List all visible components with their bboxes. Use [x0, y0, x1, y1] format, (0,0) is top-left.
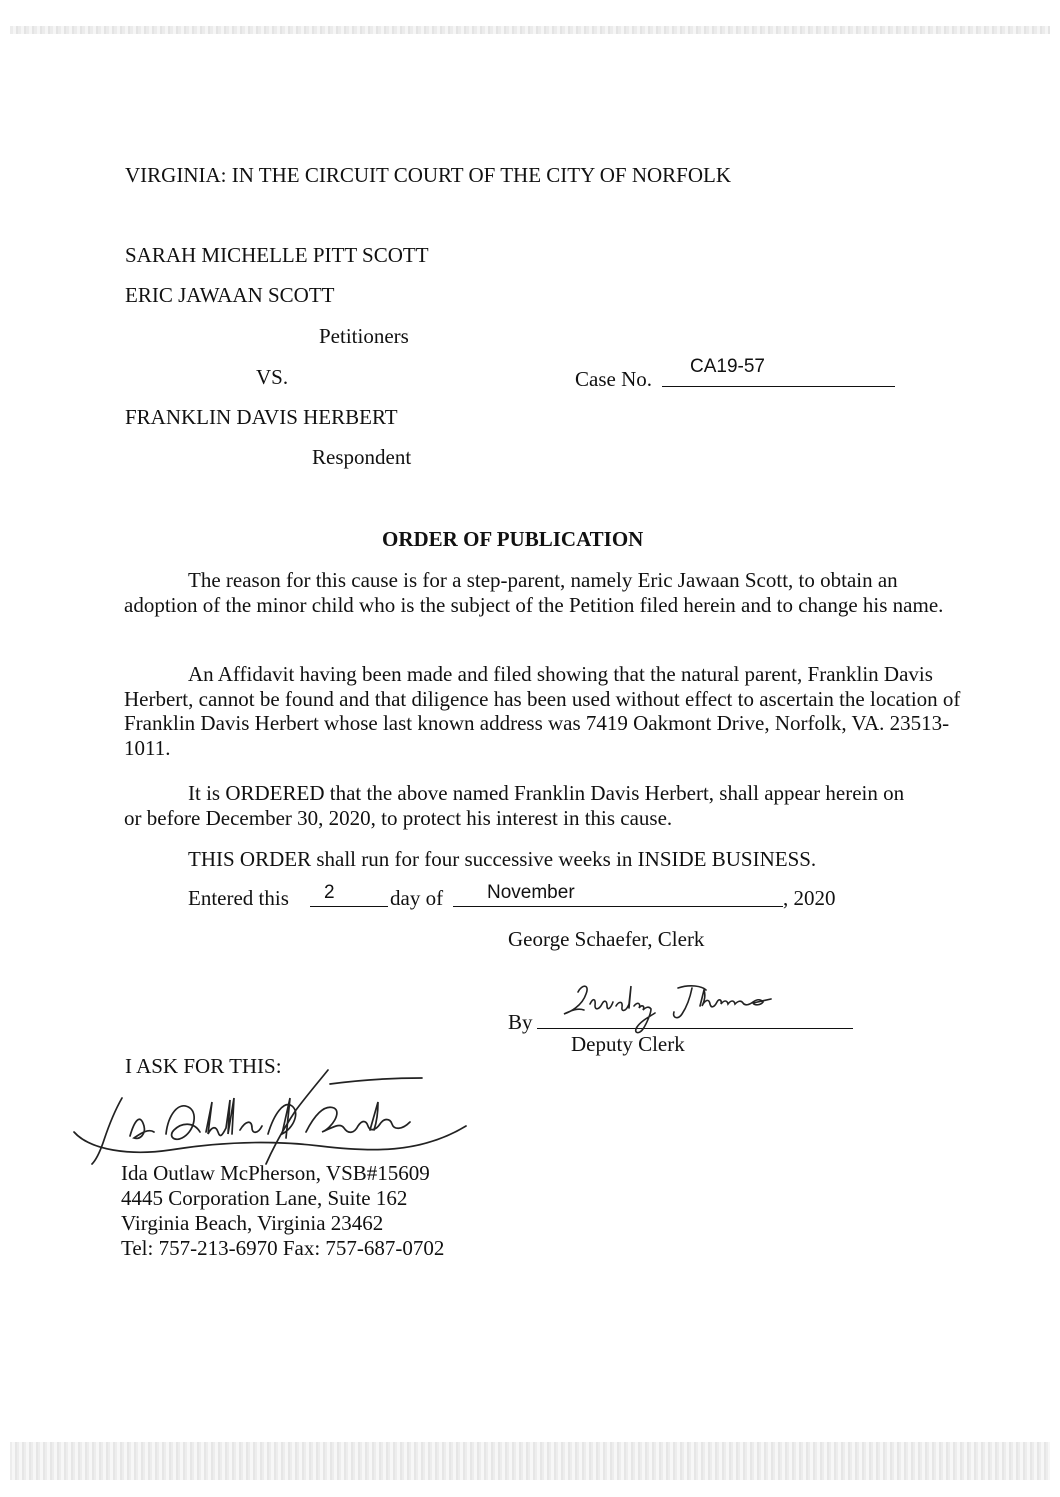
year-text: , 2020	[783, 886, 836, 910]
attorney-phone-fax: Tel: 757-213-6970 Fax: 757-687-0702	[121, 1236, 445, 1260]
month-underline	[453, 906, 783, 907]
month-value: November	[487, 882, 575, 903]
clerk-name: George Schaefer, Clerk	[508, 927, 705, 951]
scan-artifact-top	[10, 26, 1050, 34]
petitioners-label: Petitioners	[319, 324, 409, 348]
day-of-label: day of	[390, 886, 444, 910]
attorney-name-line: Ida Outlaw McPherson, VSB#15609	[121, 1161, 430, 1185]
attorney-signature	[70, 1060, 490, 1170]
order-paragraph-4: THIS ORDER shall run for four successive weeks in INSIDE BUSINESS.	[188, 847, 817, 871]
day-value: 2	[324, 882, 335, 903]
case-number-underline	[662, 386, 895, 387]
attorney-address-2: Virginia Beach, Virginia 23462	[121, 1211, 384, 1235]
ask-for-this-label: I ASK FOR THIS:	[125, 1054, 282, 1078]
entered-label: Entered this	[188, 886, 289, 910]
day-underline	[310, 906, 388, 907]
order-paragraph-2: An Affidavit having been made and filed showing that the natural parent, Franklin Davis Herbert, cannot be found and that diligence has been used without effect to ascertain the location of Franklin Davis Herbert whose last known address was 7419 Oakmont Drive, Norfolk, VA. 23513-1011.	[124, 662, 961, 760]
respondent-name: FRANKLIN DAVIS HERBERT	[125, 405, 398, 429]
attorney-address-1: 4445 Corporation Lane, Suite 162	[121, 1186, 408, 1210]
versus-label: VS.	[256, 365, 289, 389]
case-number-label: Case No.	[575, 367, 652, 391]
deputy-clerk-label: Deputy Clerk	[571, 1032, 685, 1056]
respondent-label: Respondent	[312, 445, 412, 469]
petitioner-name-2: ERIC JAWAAN SCOTT	[125, 283, 335, 307]
order-paragraph-3: It is ORDERED that the above named Franklin Davis Herbert, shall appear herein on or before December 30, 2020, to protect his interest in this cause.	[124, 781, 905, 830]
order-paragraph-1: The reason for this cause is for a step-parent, namely Eric Jawaan Scott, to obtain an adoption of the minor child who is the subject of the Petition filed herein and to change his name.	[124, 568, 944, 617]
deputy-clerk-signature	[560, 980, 780, 1030]
order-title: ORDER OF PUBLICATION	[382, 527, 644, 551]
scan-artifact-bottom	[10, 1442, 1050, 1480]
petitioner-name-1: SARAH MICHELLE PITT SCOTT	[125, 243, 429, 267]
case-number-value: CA19-57	[690, 356, 765, 377]
by-label: By	[508, 1010, 533, 1034]
court-heading: VIRGINIA: IN THE CIRCUIT COURT OF THE CITY OF NORFOLK	[125, 163, 732, 187]
